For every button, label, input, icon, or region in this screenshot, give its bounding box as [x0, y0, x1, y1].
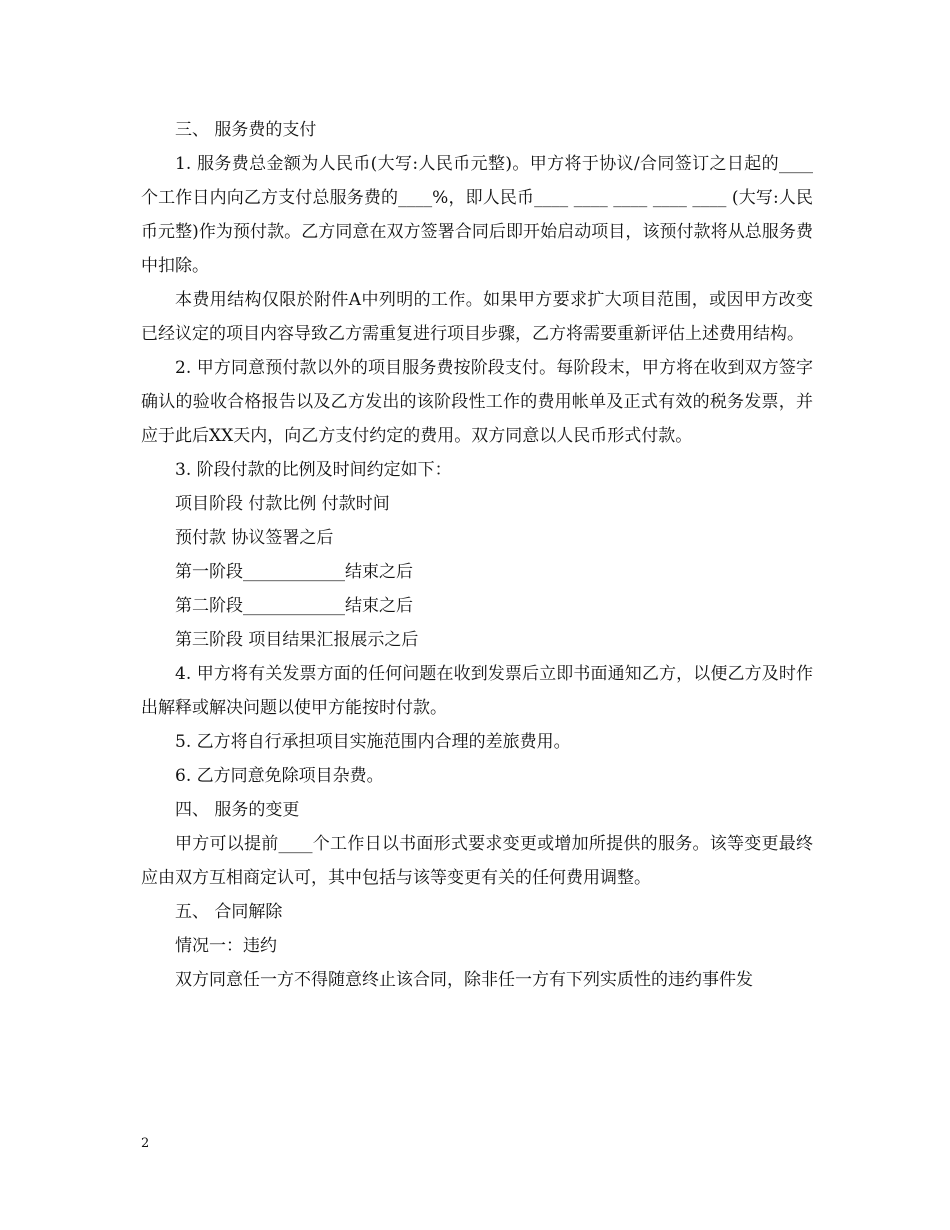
schedule-row-advance: 预付款 协议签署之后	[175, 528, 334, 548]
case-1-breach: 情况一：违约	[175, 936, 277, 956]
schedule-row-stage-2: 第二阶段____________结束之后	[175, 596, 413, 616]
breach-text: 双方同意任一方不得随意终止该合同，除非任一方有下列实质性的违约事件发	[175, 970, 753, 990]
page-number: 2	[141, 1136, 150, 1151]
clause-4-invoice-issues: 4. 甲方将有关发票方面的任何问题在收到发票后立即书面通知乙方，以便乙方及时作出解释或解决问题以使甲方能按时付款。	[141, 664, 813, 718]
schedule-row-stage-1: 第一阶段____________结束之后	[175, 562, 413, 582]
fee-structure-scope: 本费用结构仅限於附件A中列明的工作。如果甲方要求扩大项目范围，或因甲方改变已经议定的项目内容导致乙方需重复进行项目步骤，乙方将需要重新评估上述费用结构。	[141, 290, 813, 344]
clause-1-total-fee: 1. 服务费总金额为人民币(大写:人民币元整)。甲方将于协议/合同签订之日起的____个工作日内向乙方支付总服务费的____%，即人民币____ ____ ____ ____ ____ (大写:人民币元整)作为预付款。乙方同意在双方签署合同后即开始启动项目，该预付款将从总服务费中扣除。	[141, 154, 813, 276]
document-body	[141, 113, 813, 997]
clause-3-schedule-intro: 3. 阶段付款的比例及时间约定如下：	[175, 460, 452, 480]
clause-5-travel-costs: 5. 乙方将自行承担项目实施范围内合理的差旅费用。	[175, 732, 571, 752]
section-heading-termination: 五、 合同解除	[175, 902, 283, 922]
clause-6-misc-fees: 6. 乙方同意免除项目杂费。	[175, 766, 384, 786]
clause-2-stage-payment: 2. 甲方同意预付款以外的项目服务费按阶段支付。每阶段末，甲方将在收到双方签字确认的验收合格报告以及乙方发出的该阶段性工作的费用帐单及正式有效的税务发票，并应于此后XX天内，向乙方支付约定的费用。双方同意以人民币形式付款。	[141, 358, 813, 446]
service-change-text: 甲方可以提前____个工作日以书面形式要求变更或增加所提供的服务。该等变更最终应由双方互相商定认可，其中包括与该等变更有关的任何费用调整。	[141, 834, 813, 888]
section-heading-payment: 三、 服务费的支付	[175, 120, 317, 140]
schedule-header: 项目阶段 付款比例 付款时间	[175, 494, 390, 514]
section-heading-service-change: 四、 服务的变更	[175, 800, 300, 820]
schedule-row-stage-3: 第三阶段 项目结果汇报展示之后	[175, 630, 419, 650]
